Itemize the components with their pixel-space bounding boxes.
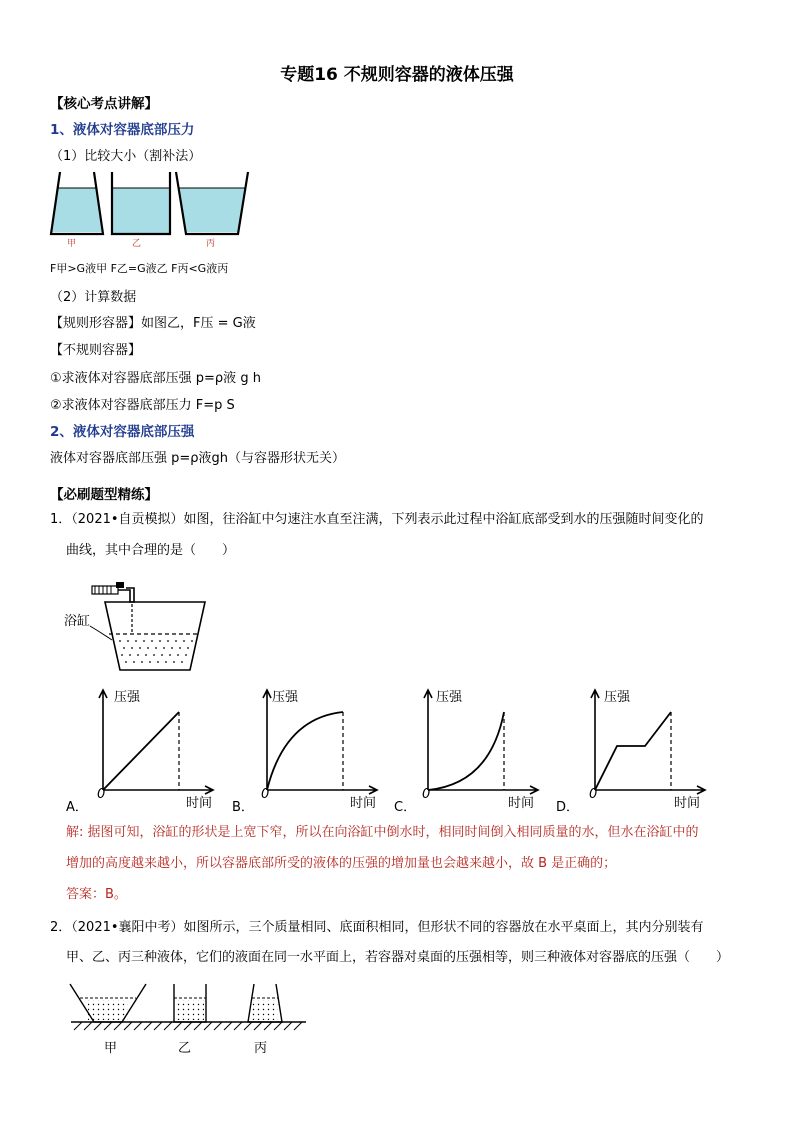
step1: ①求液体对容器底部压强 p=ρ液 g h bbox=[50, 371, 261, 386]
q2-line1: 2．（2021•襄阳中考）如图所示，三个质量相同、底面积相同，但形状不同的容器放在水平桌面上，其内分别装有 bbox=[50, 920, 704, 935]
container-yi-water bbox=[113, 188, 169, 234]
graph-d-xlabel: 时间 bbox=[674, 796, 701, 811]
practice-header: 【必刷题型精练】 bbox=[50, 487, 158, 503]
q1-line1: 1．（2021•自贡模拟）如图，往浴缸中匀速注水直至注满，下列表示此过程中浴缸底部受到水的压强随时间变化的 bbox=[50, 512, 704, 527]
q1-line2: 曲线，其中合理的是（ ） bbox=[66, 543, 236, 558]
label-jia: 甲 bbox=[67, 239, 77, 249]
faucet-spout bbox=[118, 588, 134, 602]
core-header: 【核心考点讲解】 bbox=[50, 96, 158, 112]
choice-a[interactable]: A． bbox=[66, 800, 88, 815]
force-relations: F甲>G液甲 F乙=G液乙 F丙<G液丙 bbox=[50, 262, 229, 275]
regular-container: 【规则形容器】如图乙，F压 = G液 bbox=[50, 316, 256, 331]
graph-c-curve bbox=[428, 712, 504, 790]
q1-solution-line1: 解: 据图可知，浴缸的形状是上宽下窄，所以在向浴缸中倒水时，相同时间倒入相同质量的水，但水在浴缸中的 bbox=[66, 825, 699, 840]
faucet-handle bbox=[92, 586, 118, 594]
choice-c[interactable]: C． bbox=[394, 800, 417, 815]
graph-c bbox=[424, 690, 538, 794]
container-jia-water bbox=[51, 188, 103, 232]
graph-c-origin: 0 bbox=[422, 787, 431, 802]
step2: ②求液体对容器底部压力 F=p S bbox=[50, 398, 235, 413]
graph-a-origin: 0 bbox=[97, 787, 106, 802]
irregular-header: 【不规则容器】 bbox=[50, 343, 142, 358]
choice-b[interactable]: B． bbox=[232, 800, 254, 815]
container-bing-water bbox=[178, 188, 246, 232]
graph-b bbox=[263, 690, 377, 794]
graph-c-xlabel: 时间 bbox=[508, 796, 535, 811]
graph-b-ylabel: 压强 bbox=[272, 690, 299, 705]
q2-label-yi: 乙 bbox=[178, 1041, 192, 1056]
table-hatching bbox=[74, 1022, 302, 1030]
page-title: 专题16 不规则容器的液体压强 bbox=[280, 65, 514, 85]
graph-d-ylabel: 压强 bbox=[604, 690, 631, 705]
point1-sub1: （1）比较大小（割补法） bbox=[50, 149, 202, 164]
bathtub bbox=[105, 602, 205, 670]
graph-a-curve bbox=[103, 712, 179, 790]
graph-a-ylabel: 压强 bbox=[114, 690, 141, 705]
graph-d-curve bbox=[595, 712, 671, 790]
q2-line2: 甲、乙、丙三种液体，它们的液面在同一水平面上，若容器对桌面的压强相等，则三种液体对容器底的压强（ ） bbox=[66, 950, 730, 965]
choice-d[interactable]: D． bbox=[556, 800, 580, 815]
graph-d-y-axis bbox=[591, 690, 599, 790]
q2-containers-figure bbox=[66, 982, 316, 1032]
q2-label-bing: 丙 bbox=[254, 1041, 268, 1056]
tub-label: 浴缸 bbox=[64, 614, 91, 629]
graph-d-origin: 0 bbox=[589, 787, 598, 802]
point2-text: 液体对容器底部压强 p=ρ液gh（与容器形状无关） bbox=[50, 451, 346, 466]
label-bing: 丙 bbox=[206, 239, 216, 249]
tub-label-pointer bbox=[90, 626, 112, 640]
graph-b-origin: 0 bbox=[261, 787, 270, 802]
q2-label-jia: 甲 bbox=[104, 1041, 118, 1056]
graph-c-y-axis bbox=[424, 690, 432, 790]
point1-heading: 1、液体对容器底部压力 bbox=[50, 122, 195, 138]
graph-b-curve bbox=[267, 712, 343, 790]
graph-a bbox=[99, 690, 213, 794]
point1-sub2: （2）计算数据 bbox=[50, 290, 137, 305]
graph-b-xlabel: 时间 bbox=[350, 796, 377, 811]
label-yi: 乙 bbox=[132, 239, 142, 249]
graph-d bbox=[591, 690, 705, 794]
q1-answer: 答案：B。 bbox=[66, 887, 127, 902]
containers-figure bbox=[46, 168, 261, 248]
water-dots bbox=[119, 640, 193, 663]
graph-c-ylabel: 压强 bbox=[436, 690, 463, 705]
graph-b-y-axis bbox=[263, 690, 271, 790]
q1-solution-line2: 增加的高度越来越小，所以容器底部所受的液体的压强的增加量也会越来越小，故 B 是正确的； bbox=[66, 856, 617, 871]
point2-heading: 2、液体对容器底部压强 bbox=[50, 424, 195, 440]
graph-a-xlabel: 时间 bbox=[186, 796, 213, 811]
graph-a-y-axis bbox=[99, 690, 107, 790]
